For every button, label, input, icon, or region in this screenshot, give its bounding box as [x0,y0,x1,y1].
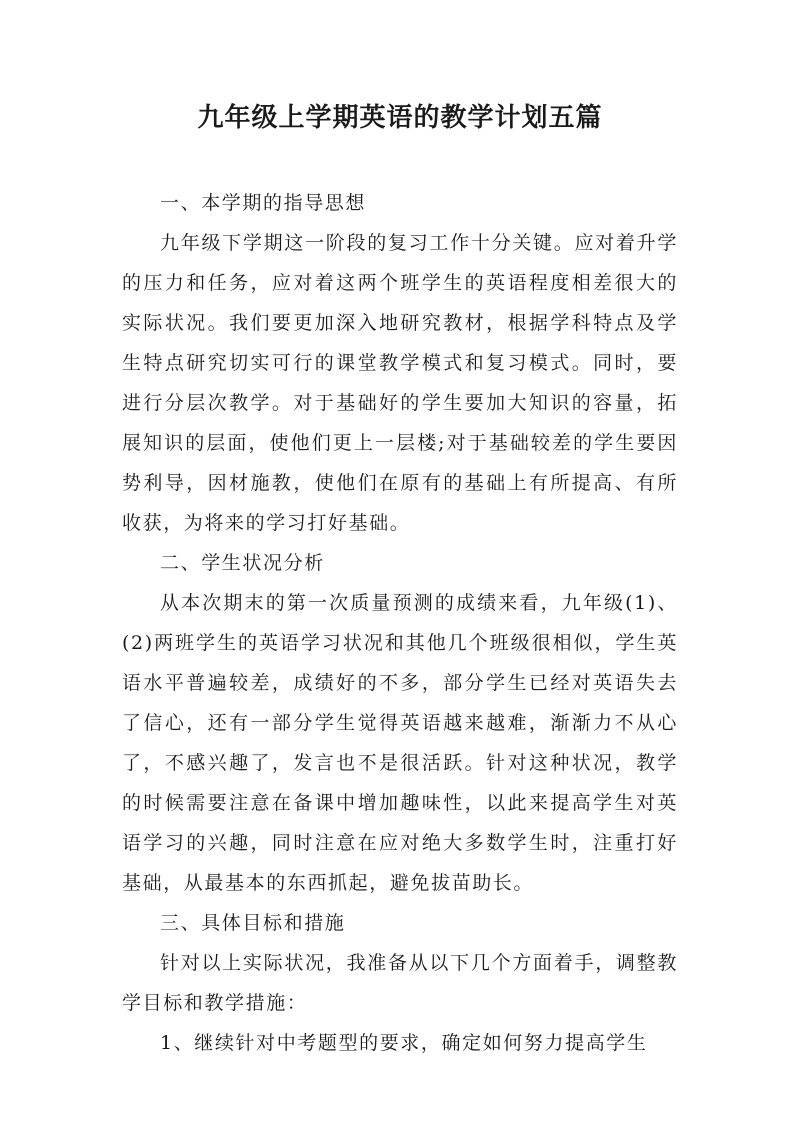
section-heading-guiding-thought: 一、本学期的指导思想 [160,192,367,214]
section-heading-goals-measures: 三、具体目标和措施 [160,912,346,934]
document-body [122,183,678,1063]
paragraph-measure-1: 1、继续针对中考题型的要求，确定如何努力提高学生 [160,1032,648,1054]
paragraph-student-analysis: 从本次期末的第一次质量预测的成绩来看，九年级(1)、(2)两班学生的英语学习状况和其他几个班级很相似，学生英语水平普遍较差，成绩好的不多，部分学生已经对英语失去了信心，还有一部分学生觉得英语越来越难，渐渐力不从心了，不感兴趣了，发言也不是很活跃。针对这种状况，教学的时候需要注意在备课中增加趣味性，以此来提高学生对英语学习的兴趣，同时注意在应对绝大多数学生时，注重打好基础，从最基本的东西抓起，避免拔苗助长。 [122,592,678,894]
paragraph-goals-intro: 针对以上实际状况，我准备从以下几个方面着手，调整教学目标和教学措施： [122,952,678,1014]
section-heading-student-analysis: 二、学生状况分析 [160,552,325,574]
document-title: 九年级上学期英语的教学计划五篇 [197,103,603,133]
paragraph-guiding-thought: 九年级下学期这一阶段的复习工作十分关键。应对着升学的压力和任务，应对着这两个班学生的英语程度相差很大的实际状况。我们要更加深入地研究教材，根据学科特点及学生特点研究切实可行的课堂教学模式和复习模式。同时，要进行分层次教学。对于基础好的学生要加大知识的容量，拓展知识的层面，使他们更上一层楼;对于基础较差的学生要因势利导，因材施教，使他们在原有的基础上有所提高、有所收获，为将来的学习打好基础。 [122,232,678,534]
